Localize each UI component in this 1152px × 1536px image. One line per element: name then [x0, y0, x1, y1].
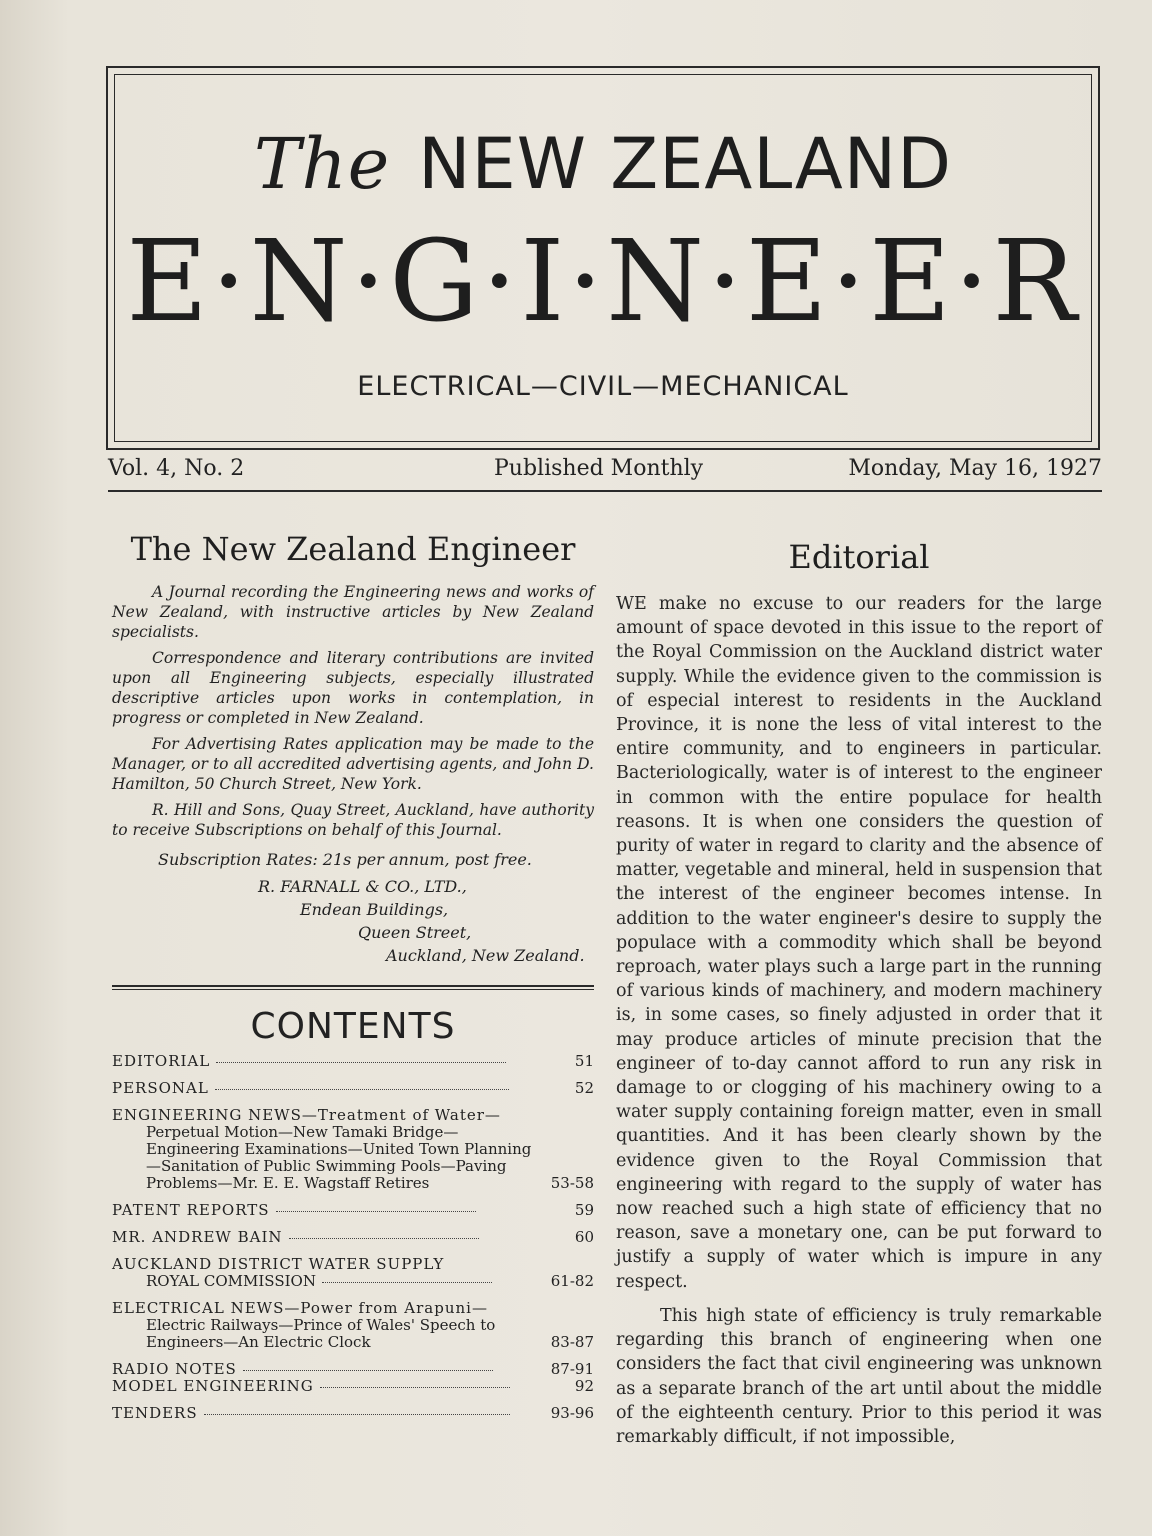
leader-dots	[243, 1369, 493, 1371]
toc-row-editorial[interactable]	[112, 1053, 594, 1070]
toc-row-patent-reports[interactable]	[112, 1202, 594, 1219]
address-line: Auckland, New Zealand.	[386, 946, 585, 965]
issue-bar	[108, 452, 1102, 492]
masthead-the: The	[253, 123, 391, 205]
toc-page-number: 51	[574, 1052, 594, 1070]
toc-row-personal[interactable]	[112, 1080, 594, 1097]
leader-dots	[276, 1210, 476, 1212]
masthead-new-zealand: NEW ZEALAND	[418, 123, 953, 205]
journal-paragraph: R. Hill and Sons, Quay Street, Auckland, have authority to receive Subscriptions on behalf of this Journal.	[112, 801, 594, 839]
masthead-inner-border	[114, 74, 1092, 442]
toc-item-label: ENGINEERING NEWS—Treatment of Water—	[112, 1106, 501, 1124]
toc-item-label: TENDERS	[112, 1404, 198, 1422]
leader-dots	[215, 1088, 509, 1090]
issue-frequency: Published Monthly	[494, 456, 704, 481]
journal-paragraph: For Advertising Rates application may be made to the Manager, or to all accredited advertising agents, and John D. Hamilton, 50 Church Street, New York.	[112, 735, 594, 793]
toc-item-label: MODEL ENGINEERING	[112, 1377, 314, 1395]
subscription-rates: Subscription Rates: 21s per annum, post free.	[158, 850, 532, 869]
leader-dots	[289, 1237, 479, 1239]
editorial-paragraph: WE make no excuse to our readers for the large amount of space devoted in this issue to the report of the Royal Commission on the Auckland district water supply. While the evidence given to the commission is of especial interest to residents in the Auckland Province, it is none the less of vital interest to the entire community, and to engineers in particular. Bacteriologically, water is of interest to the engineer in common with the entire populace for health reasons. It is when one considers the question of purity of water in regard to clarity and the absence of matter, vegetable and mineral, held in suspension that the interest of the engineer becomes intense. In addition to the water engineer's desire to supply the populace with a commodity which shall be beyond reproach, water plays such a large part in the running of various kinds of machinery, and modern machinery is, in some cases, so finely adjusted in order that it may produce articles of minute precision that the engineer of to-day cannot afford to run any risk in damage to or clogging of his machinery owing to a water supply containing foreign matter, even in small quantities. And it has been clearly shown by the evidence given to the Royal Commission that engineering with regard to the supply of water has now reached such a high state of efficiency that no reason, save a monetary one, can be put forward to justify a supply of water which is impure in any respect.	[616, 594, 1102, 1292]
masthead-subtitle: ELECTRICAL—CIVIL—MECHANICAL	[357, 371, 849, 402]
leader-dots	[216, 1061, 506, 1063]
leader-dots	[204, 1413, 510, 1415]
toc-item-label: PATENT REPORTS	[112, 1201, 270, 1219]
toc-item-label: EDITORIAL	[112, 1052, 211, 1070]
toc-item-label: ELECTRICAL NEWS—Power from Arapuni—	[112, 1299, 488, 1317]
toc-page-number: 93-96	[550, 1404, 594, 1422]
toc-page-number: 87-91	[550, 1360, 594, 1378]
toc-item-label: MR. ANDREW BAIN	[112, 1228, 283, 1246]
contents-title: CONTENTS	[250, 1006, 456, 1047]
address-line: Queen Street,	[358, 923, 472, 942]
leader-dots	[320, 1386, 510, 1388]
toc-page-number: 60	[574, 1228, 594, 1246]
section-divider	[112, 985, 594, 990]
toc-item-label: RADIO NOTES	[112, 1360, 237, 1378]
toc-page-number: 59	[574, 1201, 594, 1219]
masthead-engineer: E·N·G·I·N·E·E·R	[126, 217, 1080, 347]
toc-row-water-supply[interactable]	[112, 1256, 594, 1290]
toc-page-number: 61-82	[550, 1272, 594, 1290]
toc-item-detail: Electric Railways—Prince of Wales' Speech to Engineers—An Electric Clock	[146, 1316, 496, 1351]
toc-row-engineering-news[interactable]	[112, 1107, 594, 1192]
toc-row-tenders[interactable]	[112, 1405, 594, 1422]
toc-row-electrical-news[interactable]	[112, 1300, 594, 1351]
masthead	[106, 66, 1100, 450]
toc-row-andrew-bain[interactable]	[112, 1229, 594, 1246]
journal-title: The New Zealand Engineer	[130, 530, 576, 568]
journal-paragraph: A Journal recording the Engineering news and works of New Zealand, with instructive articles by New Zealand specialists.	[112, 583, 594, 641]
toc-page-number: 52	[574, 1079, 594, 1097]
toc-item-detail: Perpetual Motion—New Tamaki Bridge—Engineering Examinations—United Town Planning—Sanitation of Public Swimming Pools—Paving Problems—Mr. E. E. Wagstaff Retires	[146, 1123, 532, 1192]
masthead-title-line1	[115, 123, 1091, 205]
toc-item-detail: ROYAL COMMISSION	[146, 1272, 316, 1290]
table-of-contents	[112, 1053, 594, 1422]
toc-page-number: 92	[574, 1377, 594, 1395]
toc-page-number: 83-87	[550, 1333, 594, 1351]
toc-row-model-engineering[interactable]	[112, 1378, 594, 1395]
address-line: Endean Buildings,	[300, 900, 449, 919]
editorial-title: Editorial	[788, 538, 930, 576]
right-column	[616, 538, 1102, 1449]
toc-item-label: AUCKLAND DISTRICT WATER SUPPLY	[112, 1255, 445, 1273]
issue-volume: Vol. 4, No. 2	[108, 456, 245, 481]
publisher-address	[112, 875, 594, 967]
leader-dots	[322, 1281, 492, 1283]
toc-page-number: 53-58	[550, 1174, 594, 1192]
issue-date: Monday, May 16, 1927	[848, 456, 1102, 481]
left-column	[112, 530, 594, 1432]
toc-row-radio-notes[interactable]	[112, 1361, 594, 1378]
toc-item-label: PERSONAL	[112, 1079, 209, 1097]
address-line: R. FARNALL & CO., LTD.,	[258, 877, 467, 896]
editorial-paragraph: This high state of efficiency is truly remarkable regarding this branch of engineering when one considers the fact that civil engineering was unknown as a separate branch of the art until about the middle of the eighteenth century. Prior to this period it was remarkably difficult, if not impossible,	[616, 1305, 1102, 1447]
journal-paragraph: Correspondence and literary contributions are invited upon all Engineering subjects, especially illustrated descriptive articles upon works in contemplation, in progress or completed in New Zealand.	[112, 649, 594, 727]
